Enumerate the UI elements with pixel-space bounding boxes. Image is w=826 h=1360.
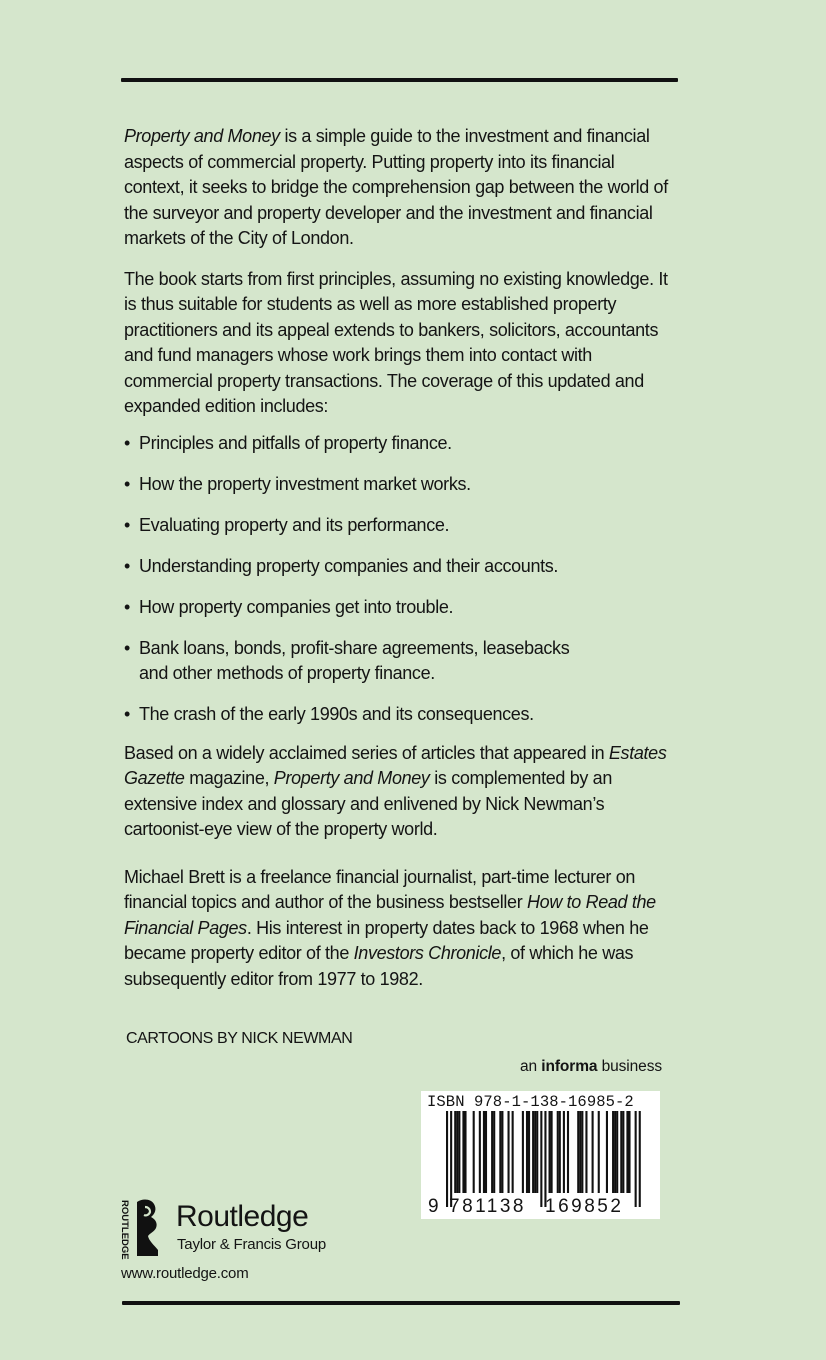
barcode-bar: [458, 1111, 460, 1193]
barcode-bar: [532, 1111, 534, 1193]
barcode-bar: [536, 1111, 538, 1193]
barcode-bar: [557, 1111, 559, 1193]
publisher-name: Routledge: [176, 1200, 309, 1233]
magazine-title: Investors Chronicle: [353, 943, 502, 963]
barcode-bar: [540, 1111, 542, 1207]
bullet-glyph: •: [124, 704, 130, 724]
barcode-bar: [522, 1111, 524, 1193]
barcode-bar: [598, 1111, 600, 1193]
magazine-title: Estates Gazette: [124, 742, 667, 788]
author-text-c: , of which he was subsequently editor from 1977 to 1982.: [124, 943, 634, 989]
informa-pre: an: [520, 1058, 542, 1075]
author-text-b: . His interest in property dates back to 1968 when he became property editor of the: [124, 917, 649, 963]
barcode-bar: [462, 1111, 464, 1193]
top-rule: [121, 78, 678, 82]
barcode-bar: [563, 1111, 565, 1193]
barcode-bar: [559, 1111, 561, 1193]
barcode-bar: [501, 1111, 503, 1193]
bullet-glyph: •: [124, 514, 130, 535]
list-item: [124, 513, 669, 539]
bullet-glyph: •: [124, 637, 130, 658]
list-item-text: Principles and pitfalls of property finance.: [139, 432, 452, 453]
bullet-glyph: •: [124, 596, 130, 617]
isbn-barcode: [421, 1091, 660, 1219]
barcode-bar: [581, 1111, 583, 1193]
barcode-bar: [639, 1111, 641, 1207]
barcode-bar: [614, 1111, 616, 1193]
list-item: [124, 636, 669, 687]
origin-paragraph: [124, 741, 669, 843]
publisher-group: Taylor & Francis Group: [177, 1236, 326, 1253]
barcode-bar: [491, 1111, 493, 1193]
barcode-bar: [577, 1111, 579, 1193]
barcode-bar: [512, 1111, 514, 1193]
barcode-bar: [544, 1111, 546, 1207]
informa-brand: informa: [541, 1058, 598, 1075]
list-item-text: Understanding property companies and their accounts.: [139, 555, 559, 576]
author-paragraph: [124, 865, 669, 993]
barcode-bar: [592, 1111, 594, 1193]
list-item: [124, 702, 669, 728]
book-title: Property and Money: [273, 768, 430, 788]
list-item-text: The crash of the early 1990s and its consequences.: [139, 704, 534, 724]
list-item: [124, 472, 669, 498]
barcode-bar: [567, 1111, 569, 1193]
audience-paragraph: The book starts from first principles, assuming no existing knowledge. It is thus suitable for students as well as more established property practitioners and its appeal extends to bankers, solicitors, accountants and fund managers whose work brings them into contact with commercial property transactions. The coverage of this updated and expanded edition includes:: [124, 268, 668, 416]
barcode-bar: [549, 1111, 551, 1193]
list-item-text: How property companies get into trouble.: [139, 596, 454, 617]
bottom-rule: [122, 1301, 680, 1305]
barcode-bar: [485, 1111, 487, 1193]
informa-tagline: [520, 1058, 662, 1076]
barcode-bar: [626, 1111, 628, 1193]
list-item: [124, 595, 669, 621]
origin-text-b: magazine,: [184, 768, 274, 788]
barcode-bar: [483, 1111, 485, 1193]
barcode-bar: [616, 1111, 618, 1193]
barcode-bar: [473, 1111, 475, 1193]
origin-text-c: is complemented by an extensive index and glossary and enlivened by Nick Newman’s cartoonist-eye view of the property world.: [124, 768, 612, 839]
isbn-label: ISBN 978-1-138-16985-2: [427, 1093, 634, 1111]
barcode-bar: [446, 1111, 448, 1207]
cartoons-credit: CARTOONS BY NICK NEWMAN: [126, 1030, 353, 1047]
intro-paragraph: [124, 124, 669, 252]
barcode-bar: [585, 1111, 587, 1193]
list-item: [124, 431, 669, 457]
barcode-bar: [456, 1111, 458, 1193]
barcode-bar: [534, 1111, 536, 1193]
barcode-digits-right: 169852: [545, 1196, 624, 1217]
barcode-bar: [620, 1111, 622, 1193]
author-text-a: Michael Brett is a freelance financial journalist, part-time lecturer on financial topics and author of the business bestseller: [124, 866, 636, 912]
coverage-list: [124, 431, 669, 728]
barcode-bar: [628, 1111, 630, 1193]
bullet-glyph: •: [124, 432, 130, 453]
barcode-bar: [479, 1111, 481, 1193]
barcode-bar: [606, 1111, 608, 1193]
barcode-bar: [493, 1111, 495, 1193]
barcode-bar: [579, 1111, 581, 1193]
barcode-bar: [508, 1111, 510, 1193]
barcode-bar: [464, 1111, 466, 1193]
barcode-bar: [499, 1111, 501, 1193]
intro-text: is a simple guide to the investment and financial aspects of commercial property. Putting property into its financial context, it seeks to bridge the comprehension gap between the world of the surveyor and property developer and the investment and financial markets of the City of London.: [124, 126, 668, 248]
list-item-text: Bank loans, bonds, profit-share agreements, leasebacks and other methods of property finance.: [139, 637, 570, 683]
list-item: [124, 554, 669, 580]
barcode-bar: [528, 1111, 530, 1193]
barcode-bar: [526, 1111, 528, 1193]
publisher-url[interactable]: www.routledge.com: [121, 1265, 249, 1282]
informa-post: business: [597, 1058, 662, 1075]
routledge-vertical-mark: ROUTLEDGE: [119, 1200, 130, 1260]
barcode-bar: [612, 1111, 614, 1193]
barcode-bar: [635, 1111, 637, 1207]
barcode-bar: [450, 1111, 452, 1207]
book-title: Property and Money: [124, 126, 280, 146]
barcode-bar: [454, 1111, 456, 1193]
barcode-digits-left: 781138: [449, 1196, 526, 1217]
barcode-digit-lead: 9: [428, 1196, 442, 1217]
list-item-text: How the property investment market works.: [139, 473, 471, 494]
barcode-bar: [551, 1111, 553, 1193]
barcode-bar: [622, 1111, 624, 1193]
author-book-title: How to Read the Financial Pages: [124, 892, 656, 938]
bullet-glyph: •: [124, 473, 130, 494]
list-item-text: Evaluating property and its performance.: [139, 514, 450, 535]
routledge-logo-icon: [118, 1198, 172, 1260]
origin-text-a: Based on a widely acclaimed series of articles that appeared in: [124, 742, 609, 763]
bullet-glyph: •: [124, 555, 130, 576]
blurb: [124, 124, 669, 992]
